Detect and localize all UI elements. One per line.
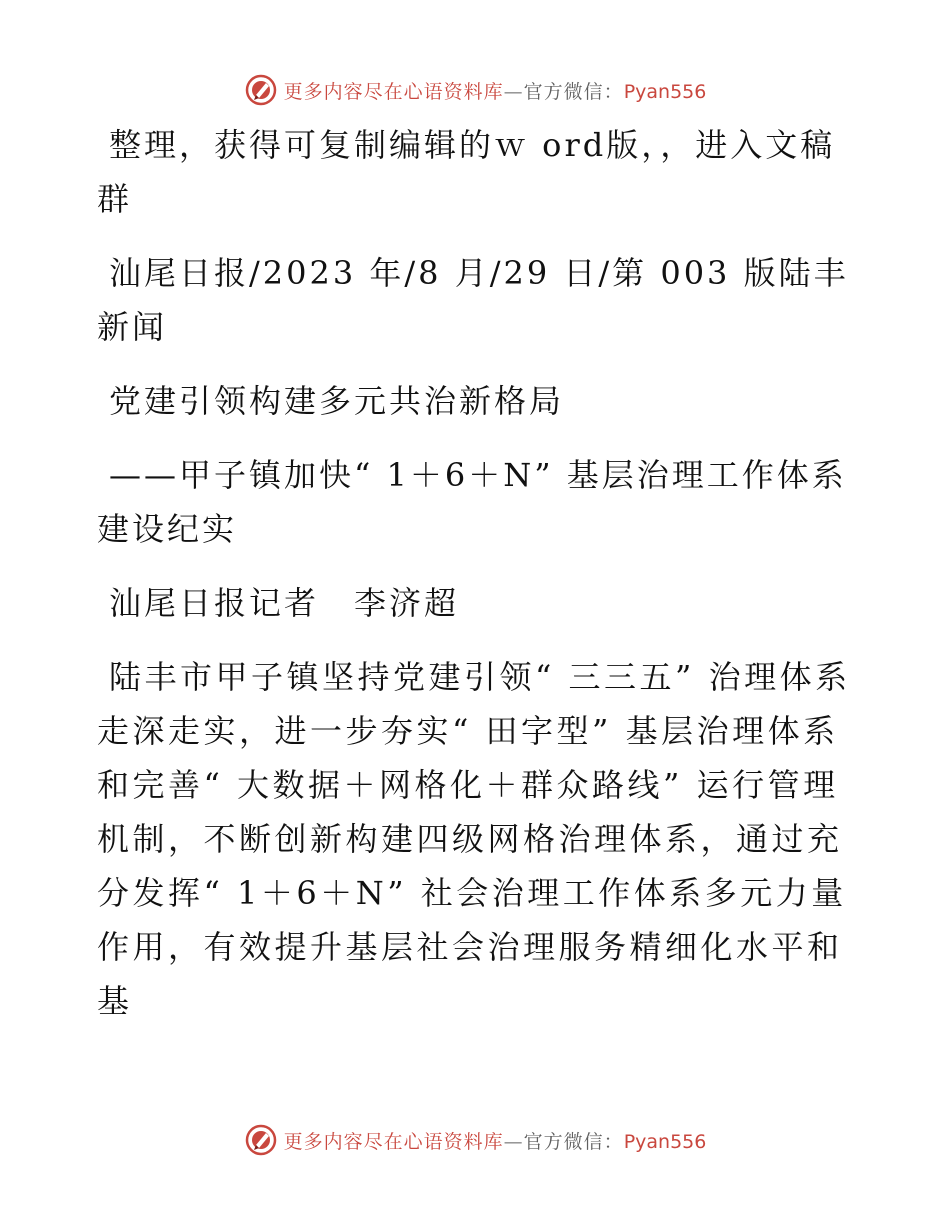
banner-wechat-label: 官方微信：: [523, 1130, 624, 1153]
banner-site-name: 更多内容尽在心语资料库: [283, 1130, 504, 1153]
pen-logo-icon: [244, 73, 278, 107]
article-headline: 党建引领构建多元共治新格局: [109, 382, 565, 420]
header-watermark-banner: [0, 70, 950, 110]
pen-logo-icon: [244, 1123, 278, 1157]
banner-wechat-id: Pyan556: [623, 1130, 707, 1153]
banner-wechat-label: 官方微信：: [523, 80, 624, 103]
article-subheadline: ——甲子镇加快“ 1＋6＋N” 基层治理工作体系建设纪实: [97, 456, 847, 548]
footer-watermark-banner: [0, 1120, 950, 1160]
document-content: [97, 118, 857, 1048]
banner-text: [284, 77, 707, 104]
source-line: 汕尾日报/2023 年/8 月/29 日/第 003 版陆丰新闻: [97, 254, 849, 346]
banner-wechat-id: Pyan556: [623, 80, 707, 103]
banner-dash: —: [503, 1130, 524, 1153]
intro-paragraph: 整理，获得可复制编辑的ｗ ord版，，进入文稿群: [97, 126, 836, 218]
article-body: 陆丰市甲子镇坚持党建引领“ 三三五” 治理体系走深走实，进一步夯实“ 田字型” 基层治理体系和完善“ 大数据＋网格化＋群众路线” 运行管理机制，不断创新构建四级网格治理体系，通过充分发挥“ 1＋6＋N” 社会治理工作体系多元力量作用，有效提升基层社会治理服务精细化水平和基: [97, 658, 851, 1020]
article-byline: 汕尾日报记者 李济超: [109, 584, 460, 622]
banner-site-name: 更多内容尽在心语资料库: [283, 80, 504, 103]
banner-text: [284, 1127, 707, 1154]
banner-dash: —: [503, 80, 524, 103]
